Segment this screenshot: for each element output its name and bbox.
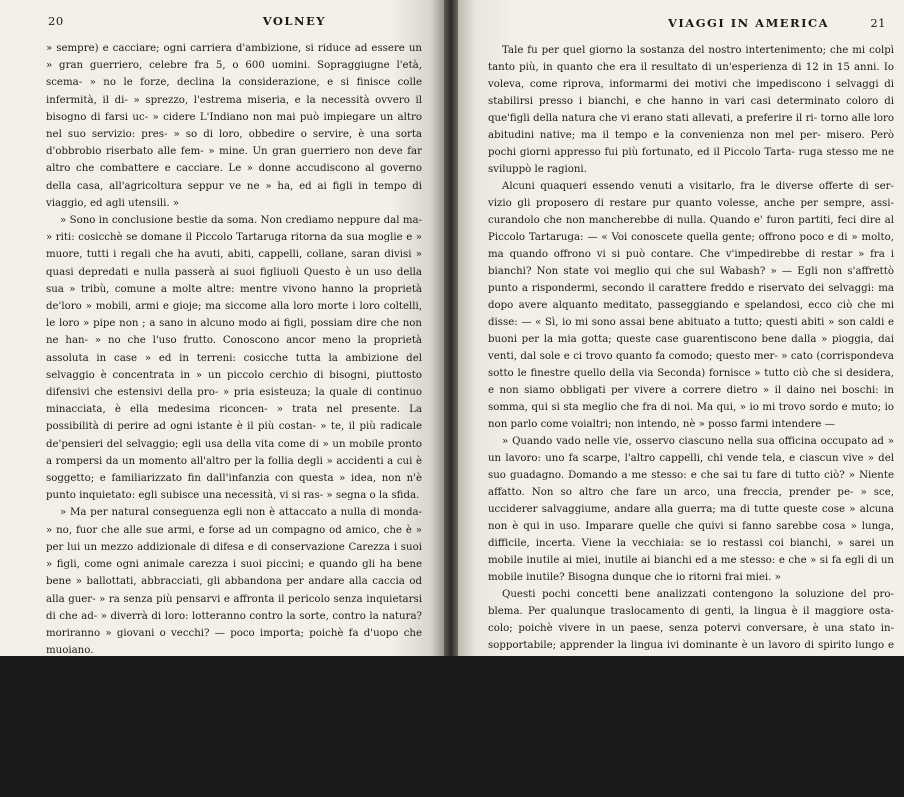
page-number: 21 xyxy=(870,16,886,30)
paragraph: » Ma per natural conseguenza egli non è attaccato a nulla di monda- » no, fuor che alle sue armi, e forse ad un compagno od amico, che è » per lui un mezzo addizionale di difesa e di conservazione Carezza i suoi » figli, come ogni animale carezza i suoi piccini; e quando gli ha bene bene » ballottati, abbracciati, gli abbandona per andare alla caccia od alla guer- » ra senza più pensarvi e affronta il pericolo senza inquietarsi di che ad- » diverrà di loro: lotteranno contro la sorte, contro la natura? moriranno » giovani o vecchi? — poco importa; poichè fa d'uopo che muoiano. xyxy=(46,507,422,657)
paragraph: » sempre) e cacciare; ogni carriera d'ambizione, si riduce ad essere un » gran guerriero, celebre fra 5, o 600 uomini. Sopraggiugne l'età, scema- » no le forze, declina la considerazione, e si finisce colle infermità, il di- » sprezzo, l'estrema miseria, e la necessità ovvero il bisogno di farsi uc- » cidere L'Indiano non mai può impiegare un altro nel suo servizio: pres- » so di loro, obbedire o servire, è una sorta d'obbrobio riserbato alle fem- » mine. Un gran guerriero non deve far altro che combattere e cacciare. Le » donne accudiscono al governo della casa, all'agricoltura seppur ve ne » ha, ed ai figli in tempo di viaggio, ed agli utensili. » xyxy=(46,43,422,209)
running-head: VOLNEY xyxy=(262,14,326,28)
paragraph: » Per lo chè il suicidio non è punto raro infra costoro; si uccidono per » disgusto di vivere, alcune volte per dispetto amoroso, o per collera contro » un grande affronto che non possono rispignere. — Vivono interamente di » sensazioni, poco di rimembranza, punto di speranze. Se stan bene, scher- » zano, ballano e cantano: se sono malati o stanchi, si sdrajano, fumano e » dormono; ma siccome assai di sovente il riposo e gli alimenti non sono per » alcun modo a disposizione, loro è difficile di scorgere fra essi vera liber- » tà e felicità. » xyxy=(46,662,422,794)
right-page-header xyxy=(488,16,894,30)
paragraph: Alcuni quaqueri essendo venuti a visitarlo, fra le diverse offerte di ser- vizio gli proposero di restare pur quanto volesse, anche per sempre, assi- curandolo che non mancherebbe di nulla. Quando e' furon partiti, feci dire al Piccolo Tartaruga: — « Voi conoscete quella gente; offrono poco e di » molto, ma quando offrono vi si può contare. Che v'impedirebbe di restar » fra i bianchi? Non state voi meglio qui che sul Wabash? » — Egli non s'affrettò punto a rispondermi, secondo il carattere freddo e riservato dei selvaggi: ma dopo avere alquanto meditato, passeggiando e spelandosi, ecco ciò che mi disse: — « Sì, io mi sono assai bene abituato a tutto; questi abiti » son caldi e buoni per la mia gotta; queste case guarentiscono bene dalla » pioggia, dai venti, dal sole e ci trovo quanto fa comodo; questo mer- » cato (corrispondeva sotto le finestre quello della via Seconda) fornisce » tutto ciò che si desidera, e non siamo obbligati per vivere a correre dietro » il daino nei boschi: in somma, qui si sta meglio che fra di noi. Ma qui, » io mi trovo sordo e muto; io non parlo come voialtri; non intendo, nè » posso farmi intendere — xyxy=(488,181,894,430)
paragraph: » Quando vado nelle vie, osservo ciascuno nella sua officina occupato ad » un lavoro: uno fa scarpe, l'altro cappelli, chi vende tela, e ciascun vive » del suo guadagno. Domando a me stesso: e che sai tu fare di tutto ciò? » Niente affatto. Non so altro che fare un arco, una freccia, prender pe- » sce, ucciderer salvaggiume, andare alla guerra; ma di tutte queste cose » alcuna non è qui in uso. Imparare quelle che quivi si fanno sarebbe cosa » lunga, difficile, incerta. Viene la vecchiaia: se io restassi coi bianchi, » sarei un mobile inutile ai miei, inutile ai bianchi ed a me stesso: e che » si fa egli di un mobile inutile? Bisogna dunque che io ritorni frai miei. » xyxy=(488,436,894,583)
page-number: 20 xyxy=(48,14,64,28)
left-page-header xyxy=(46,14,422,28)
right-page xyxy=(458,0,904,753)
paragraph: » Sono in conclusione bestie da soma. Non crediamo neppure dal ma- » riti: cosicchè se domane il Piccolo Tartaruga ritorna da sua moglie e » muore, tutti i regali che ha avuti, abiti, cappelli, collane, saran divisi » quasi depredati e nulla passerà ai suoi figliuoli Questo è un uso della sua » tribù, comune a molte altre: mentre vivono hanno la proprietà de'loro » mobili, armi e gioje; ma siccome alla loro morte i loro coltelli, le loro » pipe non ; a sano in alcuno modo ai figli, possiam dire che non ne han- » no che l'uso frutto. Conoscono ancor meno la proprietà assoluta in case » ed in terreni: cosicche tutta la ambizione del selvaggio è concentrata in » un piccolo cerchio di bisogni, piuttosto difensivi che estensivi della pro- » pria esisteuza; la quale di continuo minacciata, è ella medesima riconcen- » trata nel presente. La possibilità di perire ad ogni istante è il più costan- » te, il più radicale de'pensieri del selvaggio; egli usa della vita come di » un mobile pronto a rompersi da un momento all'altro per la follia degli » accidenti a cui è soggetto; e familiarizzato fin dall'infanzia con questa » idea, non n'è punto inquietato: egli subisce una necessità, vi si ras- » segna o la sfida. xyxy=(46,215,422,502)
running-head: VIAGGI IN AMERICA xyxy=(668,16,830,30)
left-page-body xyxy=(46,40,422,797)
left-page xyxy=(0,0,444,794)
right-page-body xyxy=(488,42,894,756)
paragraph: Questi pochi concetti bene analizzati contengono la soluzione del pro- blema. Per qualunque traslocamento di genti, la lingua è il maggiore osta- colo; poichè vivere in un paese, senza potervi conversare, è una stato in- sopportabile; apprender la lingua ivi dominante è un lavoro di spirito lungo e penoso: dopo molto tempo che si parla, esprimersi correttamente ed a piacere è pure una difficoltà provata ad ogni istante, e che ad ogni istante scoraggia. Vinto questo ostacolo (e non lo è mai bene che dalla gioventù) ne restano tre altri possenti: — 1. l'impressione delle prime abitudini del- l'infanzia, il cui effetto è tale, che, dopo molte osservazioni, mi par certo, che fin dall'età di cinque anni il sistema morale di un uomo abbia presa xyxy=(488,589,894,753)
book-gutter xyxy=(444,0,458,656)
paragraph: Tale fu per quel giorno la sostanza del nostro intertenimento; che mi colpì tanto più, in quanto che era il resultato di un'esperienza di 12 in 15 anni. Io voleva, come riprova, informarmi dei motivi che impediscono i selvaggi di stabilirsi presso i bianchi, e che hanno in vari casi determinato coloro di que'figli della natura che vi erano stati allevati, a preferire il ri- torno alle loro abitudini native; ma il tempo e la convenienza non mel per- misero. Però pochi giorni appresso fui più fortunato, ed il Piccolo Tarta- ruga stesso me ne sviluppò le ragioni. xyxy=(488,45,894,175)
